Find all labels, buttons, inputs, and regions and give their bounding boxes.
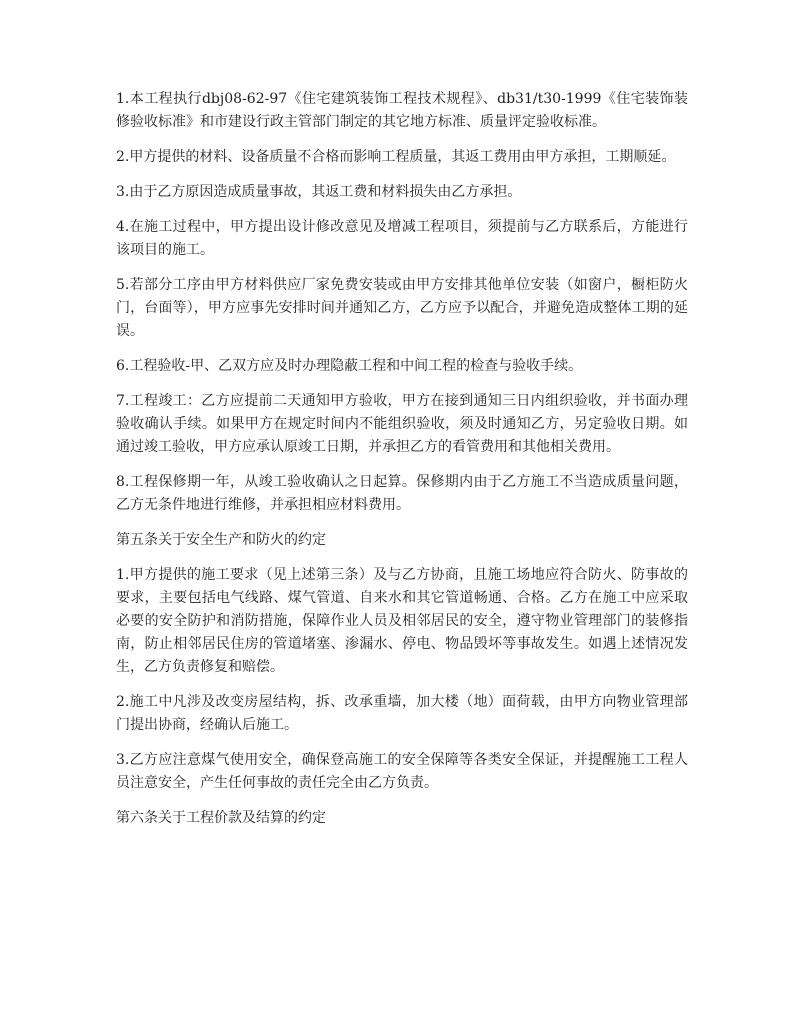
clause-item-1: 1.本工程执行dbj08-62-97《住宅建筑装饰工程技术规程》、db31/t30-1999《住宅装饰装修验收标准》和市建设行政主管部门制定的其它地方标准、质量评定验收标准。 <box>116 91 688 130</box>
safety-item-2: 2.施工中凡涉及改变房屋结构，拆、改承重墙，加大楼（地）面荷载，由甲方向物业管理部门提出协商，经确认后施工。 <box>116 694 688 733</box>
paragraph-gap <box>116 262 688 274</box>
paragraph-gap <box>116 795 688 807</box>
safety-item-3: 3.乙方应注意煤气使用安全，确保登高施工的安全保障等各类安全保证，并提醒施工工程人员注意安全，产生任何事故的责任完全由乙方负责。 <box>116 752 688 791</box>
paragraph-gap <box>116 552 688 564</box>
document-page <box>116 88 688 830</box>
paragraph-gap <box>116 169 688 181</box>
clause-item-6: 6.工程验收-甲、乙双方应及时办理隐蔽工程和中间工程的检查与验收手续。 <box>116 358 583 374</box>
clause-item-7: 7.工程竣工：乙方应提前二天通知甲方验收，甲方在接到通知三日内组织验收，并书面办理验收确认手续。如果甲方在规定时间内不能组织验收，须及时通知乙方，另定验收日期。如通过竣工验收，甲方应承认原竣工日期，并承担乙方的看管费用和其他相关费用。 <box>116 393 688 455</box>
safety-item-1: 1.甲方提供的施工要求（见上述第三条）及与乙方协商，且施工场地应符合防火、防事故的要求，主要包括电气线路、煤气管道、自来水和其它管道畅通、合格。乙方在施工中应采取必要的安全防护和消防措施，保障作业人员及相邻居民的安全，遵守物业管理部门的装修指南，防止相邻居民住房的管道堵塞、渗漏水、停电、物品毁坏等事故发生。如遇上述情况发生，乙方负责修复和赔偿。 <box>116 567 688 675</box>
paragraph-gap <box>116 378 688 390</box>
clause-item-8: 8.工程保修期一年，从竣工验收确认之日起算。保修期内由于乙方施工不当造成质量问题，乙方无条件地进行维修，并承担相应材料费用。 <box>116 474 688 513</box>
paragraph-gap <box>116 134 688 146</box>
paragraph-gap <box>116 679 688 691</box>
paragraph-gap <box>116 343 688 355</box>
paragraph-gap <box>116 737 688 749</box>
clause-item-5: 5.若部分工序由甲方材料供应厂家免费安装或由甲方安排其他单位安装（如窗户，橱柜防火门，台面等），甲方应事先安排时间并通知乙方，乙方应予以配合，并避免造成整体工期的延误。 <box>116 277 688 339</box>
paragraph-gap <box>116 459 688 471</box>
paragraph-gap <box>116 517 688 529</box>
paragraph-gap <box>116 204 688 216</box>
clause-item-3: 3.由于乙方原因造成质量事故，其返工费和材料损失由乙方承担。 <box>116 184 522 200</box>
section-heading-article-5: 第五条关于安全生产和防火的约定 <box>116 532 326 548</box>
clause-item-4: 4.在施工过程中，甲方提出设计修改意见及增减工程项目，须提前与乙方联系后，方能进行该项目的施工。 <box>116 219 688 258</box>
clause-item-2: 2.甲方提供的材料、设备质量不合格而影响工程质量，其返工费用由甲方承担，工期顺延。 <box>116 149 676 165</box>
section-heading-article-6: 第六条关于工程价款及结算的约定 <box>116 810 326 826</box>
